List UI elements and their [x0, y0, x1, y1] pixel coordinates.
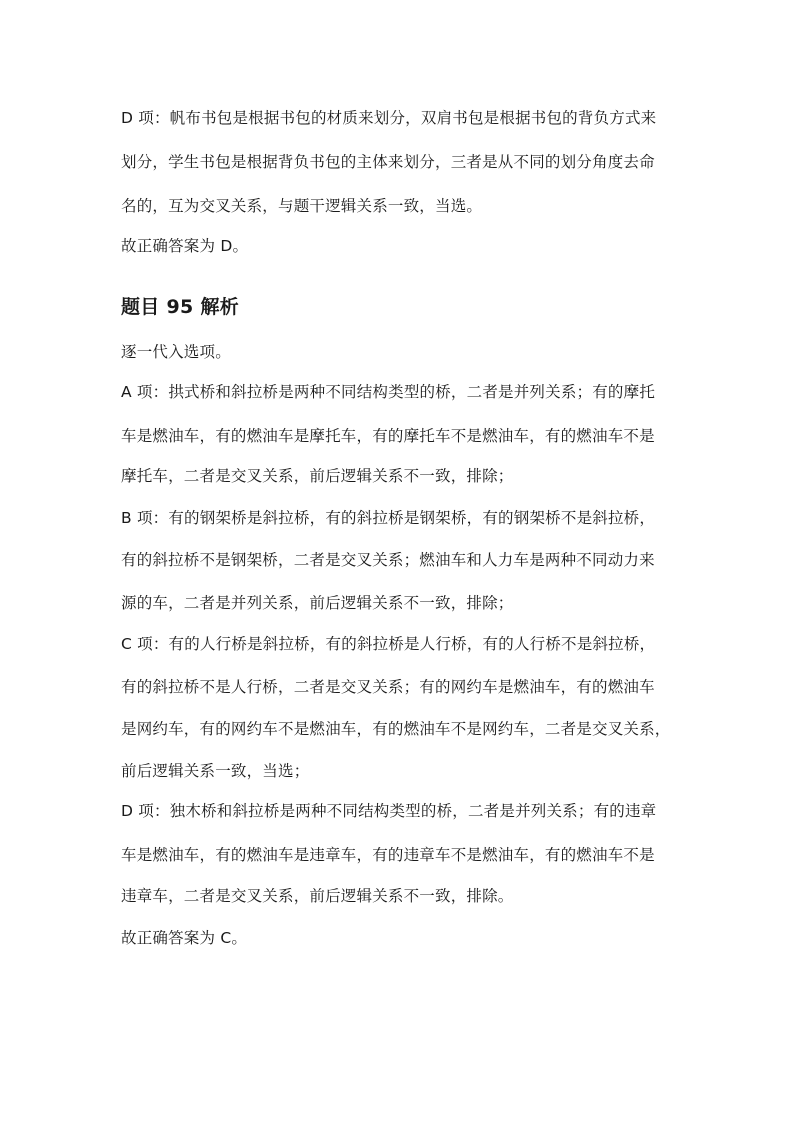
prev-option-d-line-3: 名的，互为交叉关系，与题干逻辑关系一致，当选。	[121, 197, 483, 215]
prev-option-d-line-1: D 项：帆布书包是根据书包的材质来划分，双肩书包是根据书包的背负方式来	[121, 109, 657, 127]
prev-option-d-line-2: 划分，学生书包是根据背负书包的主体来划分，三者是从不同的划分角度去命	[121, 153, 655, 171]
option-a-line-1: A 项：拱式桥和斜拉桥是两种不同结构类型的桥，二者是并列关系；有的摩托	[121, 383, 656, 401]
option-c-line-4: 前后逻辑关系一致，当选；	[121, 762, 310, 780]
option-b-line-2: 有的斜拉桥不是钢架桥，二者是交叉关系；燃油车和人力车是两种不同动力来	[121, 551, 655, 569]
option-a-line-3: 摩托车，二者是交叉关系，前后逻辑关系不一致，排除；	[121, 467, 514, 485]
option-b-line-1: B 项：有的钢架桥是斜拉桥，有的斜拉桥是钢架桥，有的钢架桥不是斜拉桥，	[121, 509, 656, 527]
option-a-line-2: 车是燃油车，有的燃油车是摩托车，有的摩托车不是燃油车，有的燃油车不是	[121, 427, 655, 445]
section-heading: 题目 95 解析	[121, 296, 240, 318]
option-d-line-2: 车是燃油车，有的燃油车是违章车，有的违章车不是燃油车，有的燃油车不是	[121, 846, 655, 864]
prev-answer: 故正确答案为 D。	[121, 237, 249, 255]
option-c-line-2: 有的斜拉桥不是人行桥，二者是交叉关系；有的网约车是燃油车，有的燃油车	[121, 678, 655, 696]
final-answer: 故正确答案为 C。	[121, 929, 248, 947]
option-d-line-3: 违章车，二者是交叉关系，前后逻辑关系不一致，排除。	[121, 887, 514, 905]
option-b-line-3: 源的车，二者是并列关系，前后逻辑关系不一致，排除；	[121, 594, 514, 612]
option-c-line-1: C 项：有的人行桥是斜拉桥，有的斜拉桥是人行桥，有的人行桥不是斜拉桥，	[121, 635, 656, 653]
option-c-line-3: 是网约车，有的网约车不是燃油车，有的燃油车不是网约车，二者是交叉关系，	[121, 720, 671, 738]
intro-text: 逐一代入选项。	[121, 343, 231, 361]
option-d-line-1: D 项：独木桥和斜拉桥是两种不同结构类型的桥，二者是并列关系；有的违章	[121, 802, 657, 820]
